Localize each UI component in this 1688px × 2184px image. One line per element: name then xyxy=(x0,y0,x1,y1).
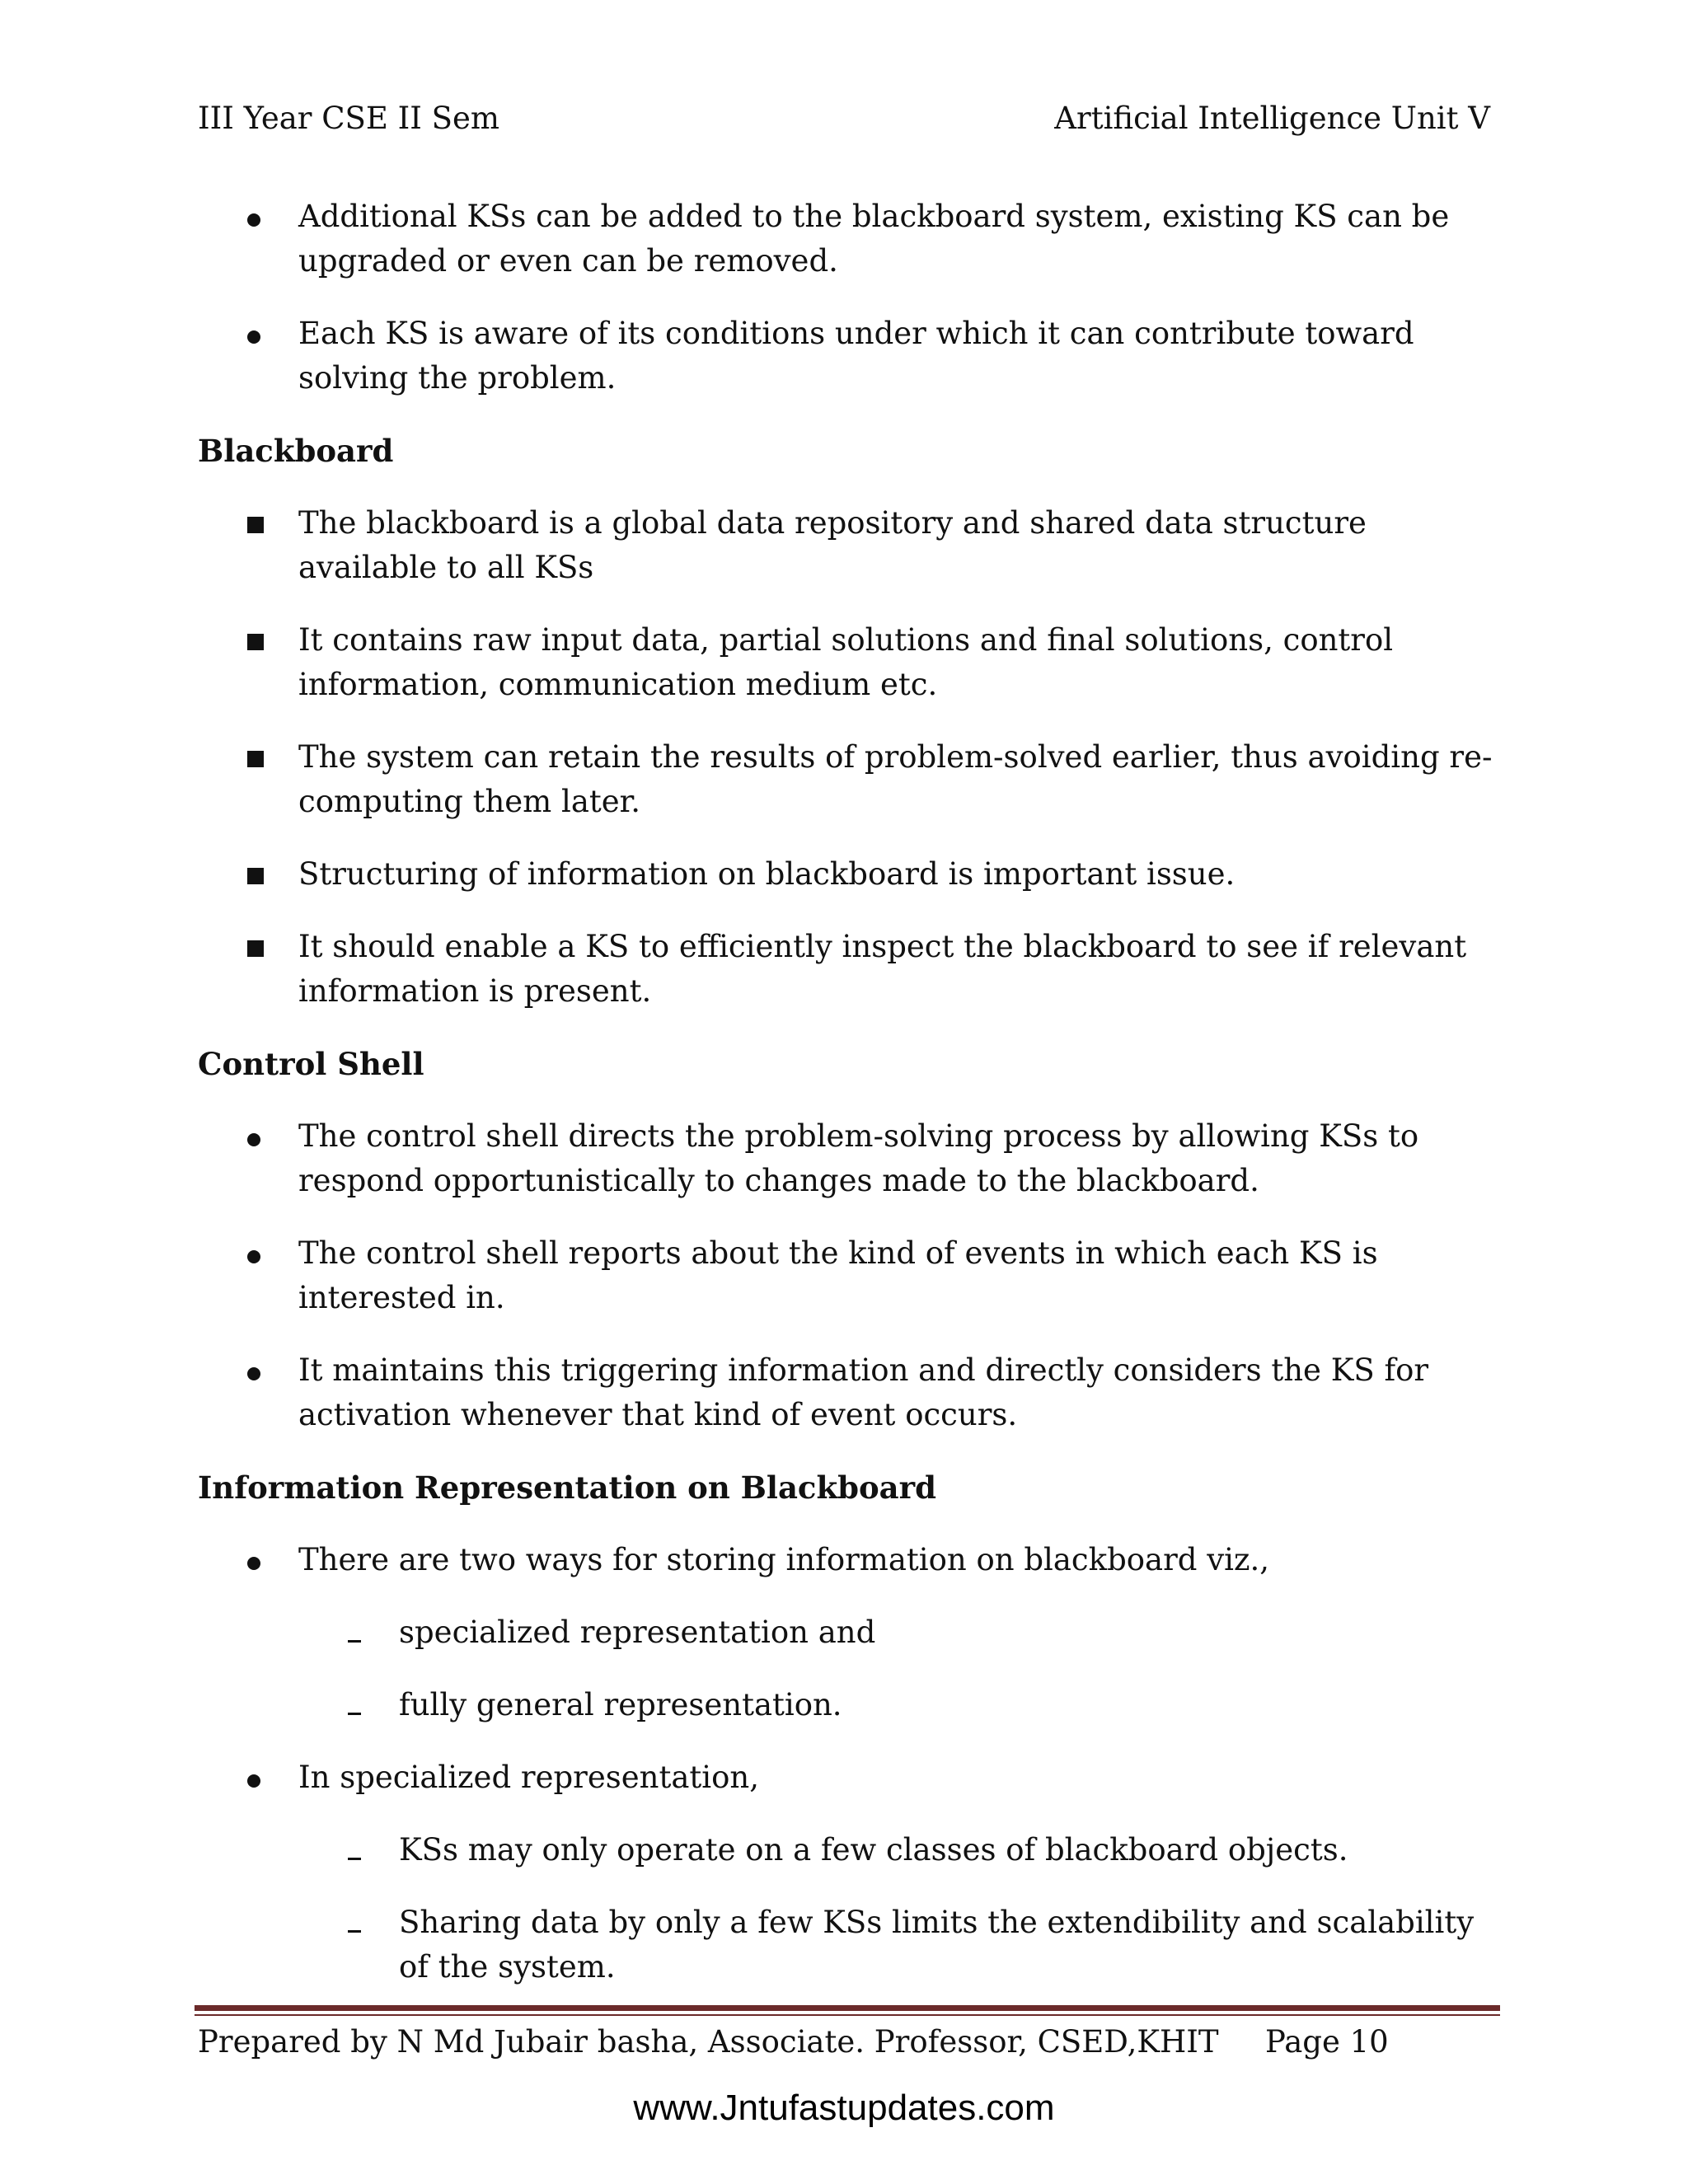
dash-icon xyxy=(348,1610,373,1655)
bullet-dot-icon xyxy=(247,1538,280,1582)
bullet-square-icon xyxy=(247,852,280,897)
info-subitem-2: fully general representation. xyxy=(198,1683,1500,1727)
bullet-square-icon xyxy=(247,735,280,780)
info-subitem-3: KSs may only operate on a few classes of blackboard objects. xyxy=(198,1828,1500,1872)
blackboard-item-4: Structuring of information on blackboard is important issue. xyxy=(198,852,1500,897)
bullet-dot-icon xyxy=(247,194,280,239)
website-watermark: www.Jntufastupdates.com xyxy=(633,2088,1055,2128)
blackboard-item-5: It should enable a KS to efficiently inspect the blackboard to see if relevant information is present. xyxy=(198,925,1500,1014)
section-heading-info-representation: Information Representation on Blackboard xyxy=(198,1469,936,1506)
info-bullet-1: There are two ways for storing information on blackboard viz., xyxy=(198,1538,1500,1582)
dash-icon xyxy=(348,1900,373,1945)
footer-divider-thick xyxy=(195,2005,1500,2011)
bullet-square-icon xyxy=(247,925,280,969)
page-header xyxy=(198,97,1490,140)
control-shell-item-3: It maintains this triggering information and directly considers the KS for activation whenever that kind of event occurs. xyxy=(198,1348,1500,1437)
blackboard-item-3: The system can retain the results of problem-solved earlier, thus avoiding re-computing them later. xyxy=(198,735,1500,824)
bullet-dot-icon xyxy=(247,1755,280,1800)
blackboard-item-1: The blackboard is a global data repository and shared data structure available to all KSs xyxy=(198,501,1500,590)
bullet-square-icon xyxy=(247,501,280,546)
blackboard-item-2: It contains raw input data, partial solutions and final solutions, control information, communication medium etc. xyxy=(198,618,1500,707)
info-subitem-4: Sharing data by only a few KSs limits the extendibility and scalability of the system. xyxy=(198,1900,1500,1990)
bullet-dot-icon xyxy=(247,1114,280,1159)
footer-prepared-by: Prepared by N Md Jubair basha, Associate. Professor, CSED,KHIT xyxy=(198,2024,1219,2060)
footer-page-number: Page 10 xyxy=(1265,2024,1389,2060)
control-shell-item-1: The control shell directs the problem-solving process by allowing KSs to respond opportunistically to changes made to the blackboard. xyxy=(198,1114,1500,1203)
page-content xyxy=(198,194,1500,2018)
intro-bullet-2: Each KS is aware of its conditions under which it can contribute toward solving the problem. xyxy=(198,312,1500,401)
info-subitem-1: specialized representation and xyxy=(198,1610,1500,1655)
footer-divider-thin xyxy=(195,2014,1500,2016)
bullet-dot-icon xyxy=(247,1231,280,1276)
intro-bullet-1: Additional KSs can be added to the blackboard system, existing KS can be upgraded or even can be removed. xyxy=(198,194,1500,284)
bullet-square-icon xyxy=(247,618,280,663)
section-heading-blackboard: Blackboard xyxy=(198,433,394,469)
info-bullet-2: In specialized representation, xyxy=(198,1755,1500,1800)
bullet-dot-icon xyxy=(247,1348,280,1393)
header-course: III Year CSE II Sem xyxy=(198,101,499,136)
control-shell-item-2: The control shell reports about the kind of events in which each KS is interested in. xyxy=(198,1231,1500,1320)
section-heading-control-shell: Control Shell xyxy=(198,1046,424,1082)
bullet-dot-icon xyxy=(247,312,280,356)
dash-icon xyxy=(348,1828,373,1872)
header-subject: Artificial Intelligence Unit V xyxy=(1054,101,1490,136)
dash-icon xyxy=(348,1683,373,1727)
